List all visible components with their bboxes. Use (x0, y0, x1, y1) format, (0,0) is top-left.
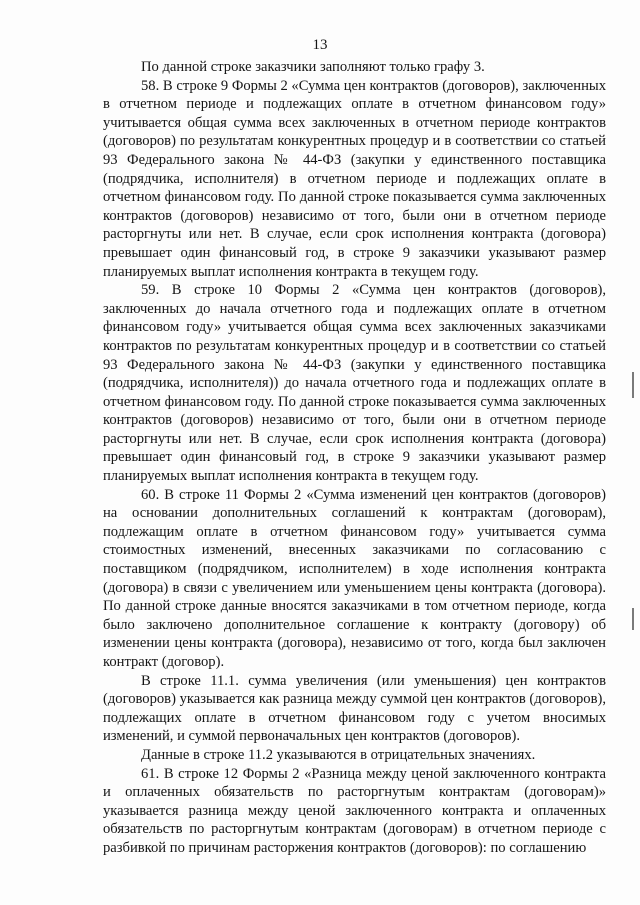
scan-edge-mark (632, 608, 634, 630)
paragraph-59: 59. В строке 10 Формы 2 «Сумма цен контрактов (договоров), заключенных до начала отчетного года и подлежащих оплате в отчетном финансовом году» учитывается общая сумма всех заключенных заказчиками контрактов по результатам конкурентных процедур и в соответствии со статьей 93 Федерального закона № 44-ФЗ (закупки у единственного поставщика (подрядчика, исполнителя)) до начала отчетного года и подлежащих оплате в отчетном финансовом году. По данной строке показывается сумма заключенных контрактов (договоров) независимо от того, были они в отчетном периоде расторгнуты или нет. В случае, если срок исполнения контракта (договора) превышает один финансовый год, в строке 9 заказчики указывают размер планируемых выплат исполнения контракта в текущем году. (103, 282, 606, 485)
paragraph-60: 60. В строке 11 Формы 2 «Сумма изменений цен контрактов (договоров) на основании дополнительных соглашений к контрактам (договорам), подлежащим оплате в отчетном финансовом году» учитывается сумма стоимостных изменений, внесенных заказчиками по согласованию с поставщиком (подрядчиком, исполнителем) в ходе исполнения контракта (договора) в связи с увеличением или уменьшением цены контракта (договора). По данной строке данные вносятся заказчиками в том отчетном периоде, когда было заключено дополнительное соглашение к контракту (договору) об изменении цены контракта (договора), независимо от того, когда был заключен контракт (договор). (103, 486, 606, 670)
page-number: 13 (312, 37, 328, 53)
paragraph-fill-column-note: По данной строке заказчики заполняют только графу 3. (141, 59, 485, 75)
paragraph-line-11-1: В строке 11.1. сумма увеличения (или уменьшения) цен контрактов (договоров) указывается как разница между суммой цен контрактов (договоров), подлежащих оплате в отчетном финансовом году с учетом вносимых изменений, и суммой первоначальных цен контрактов (договоров). (103, 672, 606, 745)
document-body (103, 58, 606, 858)
paragraph-line-11-2: Данные в строке 11.2 указываются в отрицательных значениях. (141, 746, 536, 763)
scan-edge-mark (632, 372, 634, 398)
paragraph-61: 61. В строке 12 Формы 2 «Разница между ценой заключенного контракта и оплаченных обязательств по расторгнутым контрактам (договорам)» указывается разница между ценой заключенного контракта и оплаченных обязательств по расторгнутым контрактам (договорам) в отчетном периоде с разбивкой по причинам расторжения контрактов (договоров): по соглашению (103, 765, 606, 856)
paragraph-58: 58. В строке 9 Формы 2 «Сумма цен контрактов (договоров), заключенных в отчетном периоде и подлежащих оплате в отчетном финансовом году» учитывается общая сумма всех заключенных в отчетном периоде контрактов (договоров) по результатам конкурентных процедур и в соответствии со статьей 93 Федерального закона № 44-ФЗ (закупки у единственного поставщика (подрядчика, исполнителя) в отчетном периоде и подлежащих оплате в отчетном финансовом году. По данной строке показывается сумма заключенных контрактов (договоров) независимо от того, были они в отчетном периоде расторгнуты или нет. В случае, если срок исполнения контракта (договора) превышает один финансовый год, в строке 9 заказчики указывают размер планируемых выплат исполнения контракта в текущем году. (103, 77, 606, 280)
